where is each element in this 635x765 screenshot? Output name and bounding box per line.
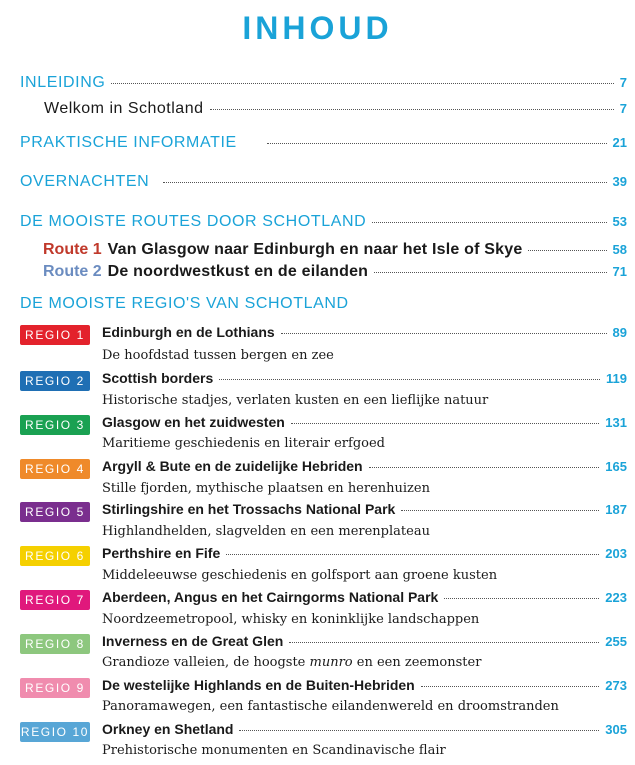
toc-entry-page: 7	[619, 101, 627, 116]
toc-entry-page: 131	[605, 415, 627, 430]
region-description-part: Grandioze valleien, de hoogste	[102, 655, 310, 670]
leader-dots	[210, 109, 614, 110]
toc-entry-page: 39	[612, 174, 627, 189]
leader-dots	[291, 423, 599, 424]
route-title: Van Glasgow naar Edinburgh en naar het Isle of Skye	[107, 241, 523, 258]
toc-entry-regio-10[interactable]	[20, 720, 627, 740]
leader-dots	[226, 554, 599, 555]
toc-entry-page: 203	[605, 546, 627, 561]
leader-dots	[163, 182, 606, 183]
toc-entry-page: 71	[612, 264, 627, 279]
toc-entry-route-1[interactable]	[43, 241, 627, 259]
region-description	[102, 655, 481, 670]
toc-entry-page: 119	[606, 371, 627, 386]
toc-entry-regio-5[interactable]	[20, 500, 627, 520]
region-title: Aberdeen, Angus en het Cairngorms National Park	[102, 589, 439, 605]
leader-dots	[401, 510, 599, 511]
toc-entry-route-2[interactable]	[43, 263, 627, 281]
region-description: Prehistorische monumenten en Scandinavische flair	[102, 743, 446, 758]
region-description: Stille fjorden, mythische plaatsen en herenhuizen	[102, 481, 430, 496]
toc-entry-regio-1[interactable]	[20, 323, 627, 343]
toc-entry-page: 53	[612, 214, 627, 229]
toc-entry-regio-2[interactable]	[20, 369, 627, 389]
toc-entry-regio-7[interactable]	[20, 588, 627, 608]
region-description: Noordzeemetropool, whisky en koninklijke landschappen	[102, 612, 480, 627]
leader-dots	[219, 379, 600, 380]
page-title: INHOUD	[242, 10, 393, 46]
toc-entry-page: 187	[605, 502, 627, 517]
leader-dots	[372, 222, 606, 223]
toc-entry-inleiding[interactable]	[20, 74, 627, 92]
toc-entry-label: PRAKTISCHE INFORMATIE	[20, 134, 237, 151]
region-description: Maritieme geschiedenis en literair erfgoed	[102, 436, 385, 451]
route-number: Route 1	[43, 241, 102, 258]
toc-entry-label: DE MOOISTE ROUTES DOOR SCHOTLAND	[20, 213, 367, 230]
toc-entry-regio-4[interactable]	[20, 457, 627, 477]
toc-entry-page: 273	[605, 678, 627, 693]
region-badge: REGIO 7	[20, 590, 90, 610]
region-description: De hoofdstad tussen bergen en zee	[102, 348, 334, 363]
leader-dots	[111, 83, 613, 84]
toc-entry-label: INLEIDING	[20, 74, 106, 91]
toc-entry-page: 21	[612, 135, 627, 150]
leader-dots	[444, 598, 599, 599]
toc-entry-routes[interactable]	[20, 213, 627, 231]
region-badge: REGIO 1	[20, 325, 90, 345]
region-description-emphasis: munro	[309, 655, 353, 670]
toc-entry-regio-3[interactable]	[20, 413, 627, 433]
region-title: Perthshire en Fife	[102, 545, 221, 561]
toc-entry-page: 89	[612, 325, 627, 340]
region-description: Panoramawegen, een fantastische eilandenwereld en droomstranden	[102, 699, 559, 714]
route-title: De noordwestkust en de eilanden	[107, 263, 369, 280]
region-badge: REGIO 9	[20, 678, 90, 698]
regions-heading: DE MOOISTE REGIO'S VAN SCHOTLAND	[20, 295, 349, 312]
regions-heading-row	[20, 295, 627, 313]
toc-entry-praktische-informatie[interactable]	[20, 134, 627, 152]
leader-dots	[528, 250, 606, 251]
region-title: Edinburgh en de Lothians	[102, 324, 275, 340]
leader-dots	[374, 272, 606, 273]
toc-entry-label: Welkom in Schotland	[44, 100, 204, 117]
toc-entry-label: OVERNACHTEN	[20, 173, 150, 190]
region-description: Middeleeuwse geschiedenis en golfsport aan groene kusten	[102, 568, 498, 583]
toc-entry-page: 305	[605, 722, 627, 737]
leader-dots	[239, 730, 599, 731]
region-badge: REGIO 10	[20, 722, 90, 742]
toc-entry-page: 58	[612, 242, 627, 257]
toc-entry-page: 255	[605, 634, 627, 649]
region-description: Historische stadjes, verlaten kusten en een lieflijke natuur	[102, 393, 489, 408]
region-title: Glasgow en het zuidwesten	[102, 414, 285, 430]
toc-entry-regio-9[interactable]	[20, 676, 627, 696]
region-badge: REGIO 8	[20, 634, 90, 654]
region-description: Highlandhelden, slagvelden en een merenplateau	[102, 524, 430, 539]
toc-entry-page: 165	[605, 459, 627, 474]
region-badge: REGIO 4	[20, 459, 90, 479]
leader-dots	[281, 333, 607, 334]
region-description-part: en een zeemonster	[352, 655, 482, 670]
toc-entry-welkom[interactable]	[44, 100, 627, 118]
route-number: Route 2	[43, 263, 102, 280]
toc-entry-page: 7	[619, 75, 627, 90]
region-badge: REGIO 2	[20, 371, 90, 391]
toc-entry-page: 223	[605, 590, 627, 605]
leader-dots	[369, 467, 600, 468]
region-badge: REGIO 6	[20, 546, 90, 566]
region-title: Stirlingshire en het Trossachs National Park	[102, 501, 396, 517]
leader-dots	[421, 686, 600, 687]
toc-entry-overnachten[interactable]	[20, 173, 627, 191]
region-badge: REGIO 3	[20, 415, 90, 435]
region-title: De westelijke Highlands en de Buiten-Hebriden	[102, 677, 415, 693]
leader-dots	[267, 143, 607, 144]
region-title: Scottish borders	[102, 370, 214, 386]
toc-entry-regio-8[interactable]	[20, 632, 627, 652]
region-badge: REGIO 5	[20, 502, 90, 522]
region-title: Orkney en Shetland	[102, 721, 234, 737]
leader-dots	[289, 642, 599, 643]
region-title: Inverness en de Great Glen	[102, 633, 284, 649]
region-title: Argyll & Bute en de zuidelijke Hebriden	[102, 458, 363, 474]
toc-entry-regio-6[interactable]	[20, 544, 627, 564]
